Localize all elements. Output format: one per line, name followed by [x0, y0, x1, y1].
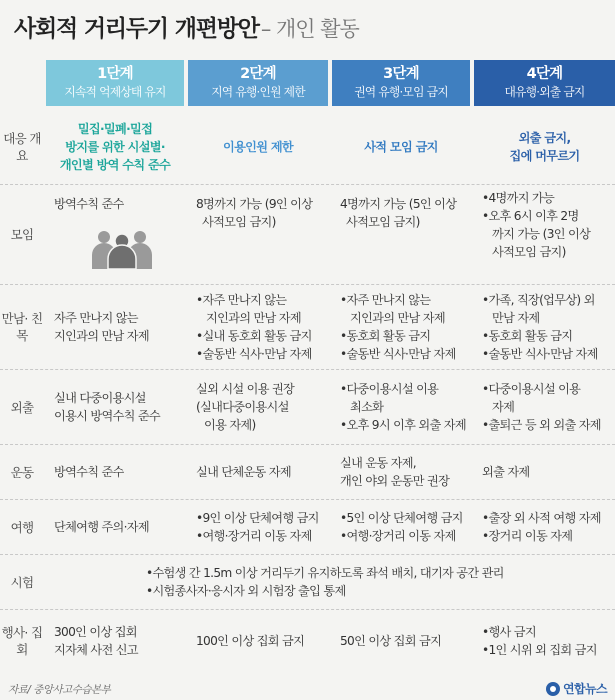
- text-line: 8명까지 가능 (9인 이상: [196, 197, 313, 211]
- text-line: 방지를 위한 시설별·: [65, 140, 165, 154]
- overview-stage-4: [474, 110, 615, 184]
- text-line: •출퇴근 등 외 외출 자제: [482, 418, 601, 432]
- text-line: •출장 외 사적 여행 자제: [482, 511, 601, 525]
- text-line: •다중이용시설 이용: [340, 382, 439, 396]
- text-line: •실내 동호회 활동 금지: [196, 329, 312, 343]
- text-line: •수험생 간 1.5m 이상 거리두기 유지하도록 좌석 배치, 대기자 공간 관리: [146, 566, 504, 580]
- text-line: 까지 가능 (3인 이상: [492, 227, 591, 241]
- exercise-stage-4: [474, 445, 615, 499]
- stage-desc: 지역 유행·인원 제한: [211, 85, 305, 99]
- text-line: •동호회 활동 금지: [340, 329, 431, 343]
- exam-all-stages: [46, 555, 615, 609]
- row-exercise: [0, 445, 615, 500]
- text-line: 300인 이상 집회: [54, 625, 137, 639]
- text-line: 개인별 방역 수칙 준수: [59, 158, 171, 172]
- text-line: 사적 모임 금지: [364, 140, 438, 154]
- text-line: 실외 시설 이용 권장: [196, 382, 295, 396]
- meeting-stage-4: [474, 185, 615, 284]
- text-line: •시험종사자·응시자 외 시험장 출입 통제: [146, 584, 346, 598]
- text-line: 사적모임 금지): [492, 245, 566, 259]
- text-line: •오후 6시 이후 2명: [482, 209, 579, 223]
- row-event: [0, 610, 615, 672]
- source-credit: 자료/ 중앙사고수습본부: [8, 684, 111, 696]
- text-line: 집에 머무르기: [509, 149, 580, 163]
- overview-stage-3: [332, 110, 470, 184]
- exercise-stage-3: [332, 445, 470, 499]
- text-line: •자주 만나지 않는: [196, 293, 287, 307]
- close-contact-stage-3: [332, 285, 470, 369]
- text-line: •다중이용시설 이용: [482, 382, 581, 396]
- row-outing: [0, 370, 615, 445]
- row-label: 만남· 친목: [1, 311, 43, 343]
- exercise-stage-2: [188, 445, 328, 499]
- text-line: 이용시 방역수칙 준수: [54, 409, 161, 423]
- row-travel: [0, 500, 615, 555]
- text-line: 외출 금지,: [518, 131, 571, 145]
- logo-text: 연합뉴스: [563, 682, 607, 696]
- text-line: 지인과의 만남 자제: [206, 311, 301, 325]
- text-line: 실내 다중이용시설: [54, 391, 146, 405]
- meeting-stage-2: [188, 185, 328, 284]
- stage-label: 3단계: [383, 66, 419, 82]
- row-label: 외출: [10, 399, 34, 415]
- text-line: •술동반 식사·만남 자제: [340, 347, 456, 361]
- row-close-contact: [0, 285, 615, 370]
- text-line: 자제: [492, 400, 515, 414]
- event-stage-2: [188, 610, 328, 672]
- text-line: 밀집·밀폐·밀접: [77, 122, 153, 136]
- meeting-stage-3: [332, 185, 470, 284]
- text-line: •5인 이상 단체여행 금지: [340, 511, 463, 525]
- text-line: •행사 금지: [482, 625, 536, 639]
- stage-label: 4단계: [526, 66, 563, 82]
- text-line: 50인 이상 집회 금지: [340, 634, 442, 648]
- text-line: 실내 운동 자제,: [340, 456, 416, 470]
- row-exam: [0, 555, 615, 610]
- stage-label: 2단계: [240, 66, 276, 82]
- outing-stage-3: [332, 370, 470, 444]
- stage-header-row: [0, 60, 615, 110]
- text-line: 지자체 사전 신고: [54, 643, 138, 657]
- text-line: •동호회 활동 금지: [482, 329, 573, 343]
- people-group-icon: [90, 227, 154, 269]
- text-line: 자주 만나지 않는: [54, 311, 138, 325]
- text-line: 이용인원 제한: [223, 140, 293, 154]
- text-line: (실내다중이용시설: [196, 400, 289, 414]
- text-line: 지인과의 만남 자제: [54, 329, 149, 343]
- text-line: 방역수칙 준수: [54, 197, 124, 211]
- text-line: 지인과의 만남 자제: [350, 311, 445, 325]
- text-line: 이용 자제): [204, 418, 256, 432]
- stage-desc: 대유행·외출 금지: [504, 85, 585, 99]
- publisher-logo: [546, 680, 607, 697]
- row-label: 여행: [10, 519, 34, 535]
- row-label: 운동: [10, 464, 34, 480]
- text-line: 사적모임 금지): [346, 215, 420, 229]
- overview-stage-1: [46, 110, 184, 184]
- close-contact-stage-2: [188, 285, 328, 369]
- meeting-stage-1: [46, 185, 184, 284]
- outing-stage-4: [474, 370, 615, 444]
- text-line: •술동반 식사·만남 자제: [196, 347, 312, 361]
- outing-stage-1: [46, 370, 184, 444]
- text-line: 외출 자제: [482, 465, 530, 479]
- travel-stage-1: [46, 500, 184, 554]
- row-overview: [0, 110, 615, 185]
- row-label: 시험: [10, 574, 34, 590]
- title-sub: – 개인 활동: [260, 17, 359, 41]
- text-line: 100인 이상 집회 금지: [196, 634, 305, 648]
- travel-stage-4: [474, 500, 615, 554]
- text-line: 만남 자제: [492, 311, 540, 325]
- text-line: •자주 만나지 않는: [340, 293, 431, 307]
- text-line: •가족, 직장(업무상) 외: [482, 293, 595, 307]
- text-line: 실내 단체운동 자제: [196, 465, 291, 479]
- close-contact-stage-1: [46, 285, 184, 369]
- stage-3-header: [332, 60, 470, 106]
- row-label: 모임: [10, 227, 34, 242]
- outing-stage-2: [188, 370, 328, 444]
- text-line: •4명까지 가능: [482, 191, 555, 205]
- row-label: 행사· 집회: [1, 625, 43, 657]
- text-line: 4명까지 가능 (5인 이상: [340, 197, 457, 211]
- yonhap-logo-icon: [546, 682, 560, 696]
- close-contact-stage-4: [474, 285, 615, 369]
- title-main: 사회적 거리두기 개편방안: [14, 16, 259, 42]
- stage-2-header: [188, 60, 328, 106]
- travel-stage-2: [188, 500, 328, 554]
- stage-desc: 지속적 억제상태 유지: [64, 85, 166, 99]
- page-title: [14, 10, 359, 46]
- text-line: •9인 이상 단체여행 금지: [196, 511, 319, 525]
- stage-4-header: [474, 60, 615, 106]
- text-line: •여행·장거리 이동 자제: [340, 529, 456, 543]
- stage-1-header: [46, 60, 184, 106]
- stage-desc: 권역 유행·모임 금지: [354, 85, 448, 99]
- text-line: •오후 9시 이후 외출 자제: [340, 418, 466, 432]
- text-line: •여행·장거리 이동 자제: [196, 529, 312, 543]
- event-stage-3: [332, 610, 470, 672]
- text-line: •술동반 식사·만남 자제: [482, 347, 598, 361]
- row-meeting: [0, 185, 615, 285]
- overview-stage-2: [188, 110, 328, 184]
- text-line: 단체여행 주의·자제: [54, 520, 149, 534]
- text-line: 개인 야외 운동만 권장: [340, 474, 450, 488]
- text-line: •1인 시위 외 집회 금지: [482, 643, 597, 657]
- row-label: 대응 개요: [3, 131, 41, 163]
- stage-label: 1단계: [97, 66, 133, 82]
- travel-stage-3: [332, 500, 470, 554]
- event-stage-4: [474, 610, 615, 672]
- text-line: 최소화: [350, 400, 384, 414]
- text-line: 사적모임 금지): [202, 215, 276, 229]
- event-stage-1: [46, 610, 184, 672]
- exercise-stage-1: [46, 445, 184, 499]
- text-line: •장거리 이동 자제: [482, 529, 573, 543]
- text-line: 방역수칙 준수: [54, 465, 124, 479]
